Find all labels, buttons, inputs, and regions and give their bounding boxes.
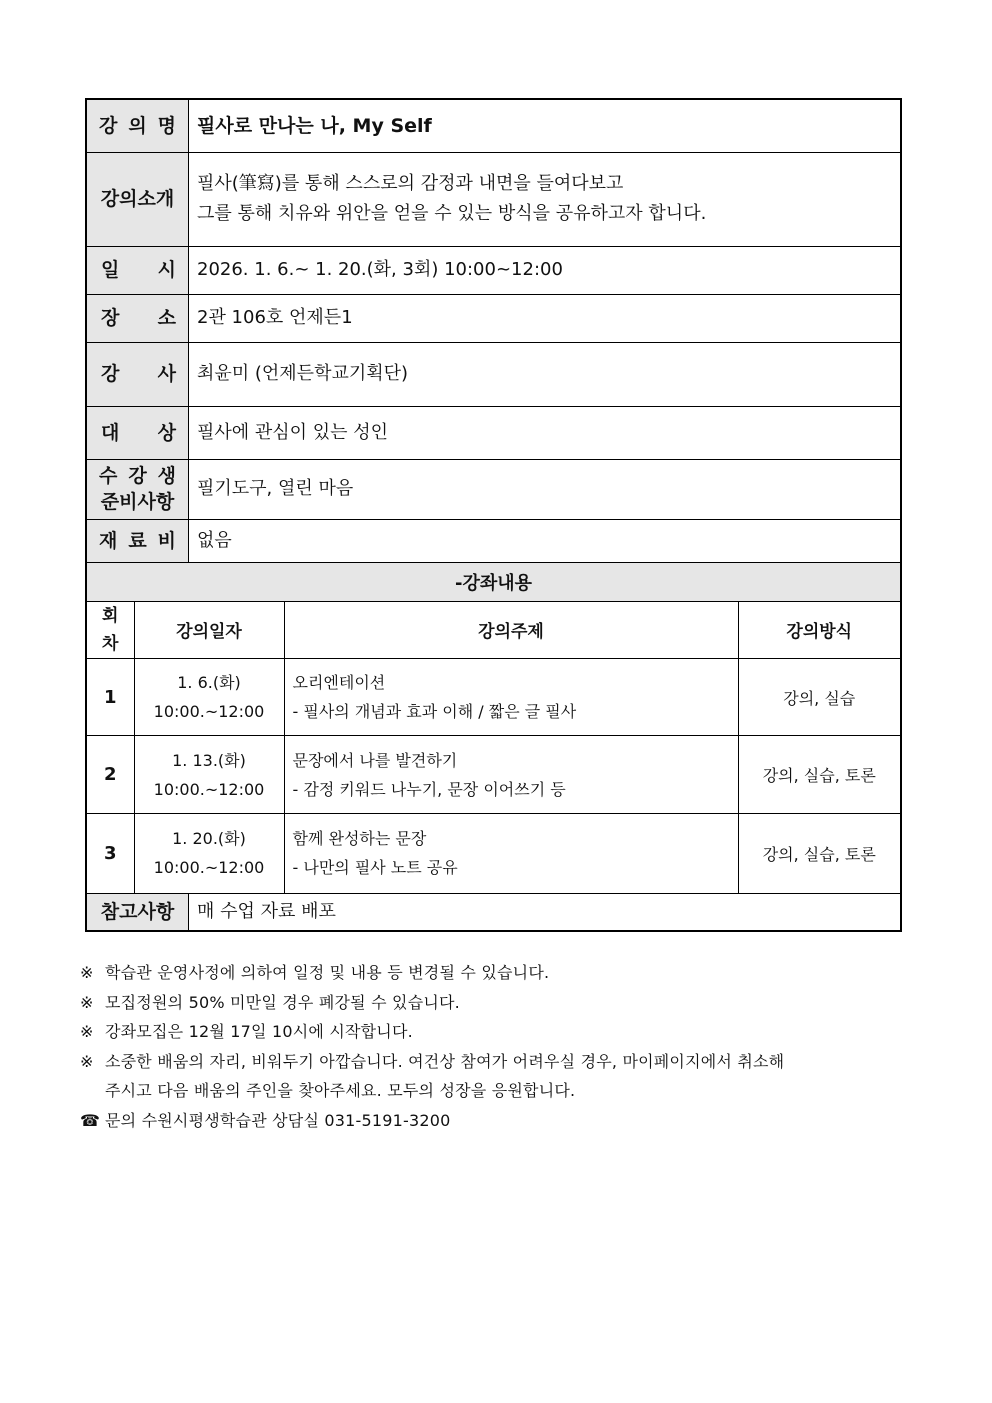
topic-header: 강의주제	[284, 602, 738, 659]
session-date: 1. 13.(화) 10:00.~12:00	[134, 736, 284, 814]
round-number: 3	[87, 814, 134, 893]
title-label: 강 의 명	[86, 99, 189, 152]
place-value: 2관 106호 언제든1	[189, 294, 902, 342]
prep-value: 필기도구, 열린 마음	[189, 459, 902, 519]
reference-label: 참고사항	[86, 893, 189, 931]
intro-line-2: 그를 통해 치유와 위안을 얻을 수 있는 방식을 공유하고자 합니다.	[197, 203, 707, 224]
table-row	[87, 814, 900, 893]
prep-row	[86, 459, 901, 519]
prep-label: 수 강 생 준비사항	[86, 459, 189, 519]
section-row	[86, 562, 901, 601]
fee-row	[86, 519, 901, 562]
note-item: ※ 소중한 배움의 자리, 비워두기 아깝습니다. 여건상 참여가 어려우실 경우, 마이페이지에서 취소해	[80, 1047, 920, 1077]
instructor-row	[86, 342, 901, 406]
section-title: -강좌내용	[86, 562, 901, 601]
note-item: ※ 강좌모집은 12월 17일 10시에 시작합니다.	[80, 1017, 920, 1047]
date-row	[86, 246, 901, 294]
reference-mark-icon: ※	[80, 963, 94, 982]
intro-row	[86, 152, 901, 246]
notes-section	[80, 958, 920, 1135]
reference-mark-icon: ※	[80, 1051, 94, 1071]
contact-line: ☎ 문의 수원시평생학습관 상담실 031-5191-3200	[80, 1106, 920, 1136]
note-continuation: 주시고 다음 배움의 주인을 찾아주세요. 모두의 성장을 응원합니다.	[105, 1081, 576, 1100]
round-number: 2	[87, 736, 134, 814]
note-item: ※ 학습관 운영사정에 의하여 일정 및 내용 등 변경될 수 있습니다.	[80, 958, 920, 988]
schedule-header-row	[87, 602, 900, 659]
method-header: 강의방식	[738, 602, 900, 659]
phone-icon: ☎	[80, 1110, 101, 1130]
instructor-label: 강 사	[86, 342, 189, 406]
session-topic: 문장에서 나를 발견하기 - 감정 키워드 나누기, 문장 이어쓰기 등	[284, 736, 738, 814]
target-label: 대 상	[86, 406, 189, 459]
target-value: 필사에 관심이 있는 성인	[189, 406, 902, 459]
session-date: 1. 20.(화) 10:00.~12:00	[134, 814, 284, 893]
date-value: 2026. 1. 6.~ 1. 20.(화, 3회) 10:00~12:00	[189, 246, 902, 294]
session-method: 강의, 실습, 토론	[738, 814, 900, 893]
round-header: 회 차	[87, 602, 134, 659]
table-row	[87, 659, 900, 736]
title-row	[86, 99, 901, 152]
reference-row	[86, 893, 901, 931]
course-title: 필사로 만나는 나, My Self	[189, 99, 902, 152]
session-topic: 오리엔테이션 - 필사의 개념과 효과 이해 / 짧은 글 필사	[284, 659, 738, 736]
place-row	[86, 294, 901, 342]
date-label: 일 시	[86, 246, 189, 294]
reference-mark-icon: ※	[80, 992, 94, 1012]
round-number: 1	[87, 659, 134, 736]
intro-text	[189, 152, 902, 246]
intro-line-1: 필사(筆寫)를 통해 스스로의 감정과 내면을 들여다보고	[197, 173, 624, 194]
course-info-table	[85, 98, 902, 932]
session-topic: 함께 완성하는 문장 - 나만의 필사 노트 공유	[284, 814, 738, 893]
schedule-table	[87, 602, 900, 893]
fee-value: 없음	[189, 519, 902, 562]
reference-mark-icon: ※	[80, 1022, 94, 1041]
session-method: 강의, 실습	[738, 659, 900, 736]
date-header: 강의일자	[134, 602, 284, 659]
session-method: 강의, 실습, 토론	[738, 736, 900, 814]
place-label: 장 소	[86, 294, 189, 342]
target-row	[86, 406, 901, 459]
table-row	[87, 736, 900, 814]
reference-value: 매 수업 자료 배포	[189, 893, 902, 931]
note-item: ※ 모집정원의 50% 미만일 경우 폐강될 수 있습니다.	[80, 988, 920, 1018]
instructor-value: 최윤미 (언제든학교기획단)	[189, 342, 902, 406]
fee-label: 재 료 비	[86, 519, 189, 562]
schedule-container-row	[86, 601, 901, 893]
intro-label: 강의소개	[86, 152, 189, 246]
session-date: 1. 6.(화) 10:00.~12:00	[134, 659, 284, 736]
